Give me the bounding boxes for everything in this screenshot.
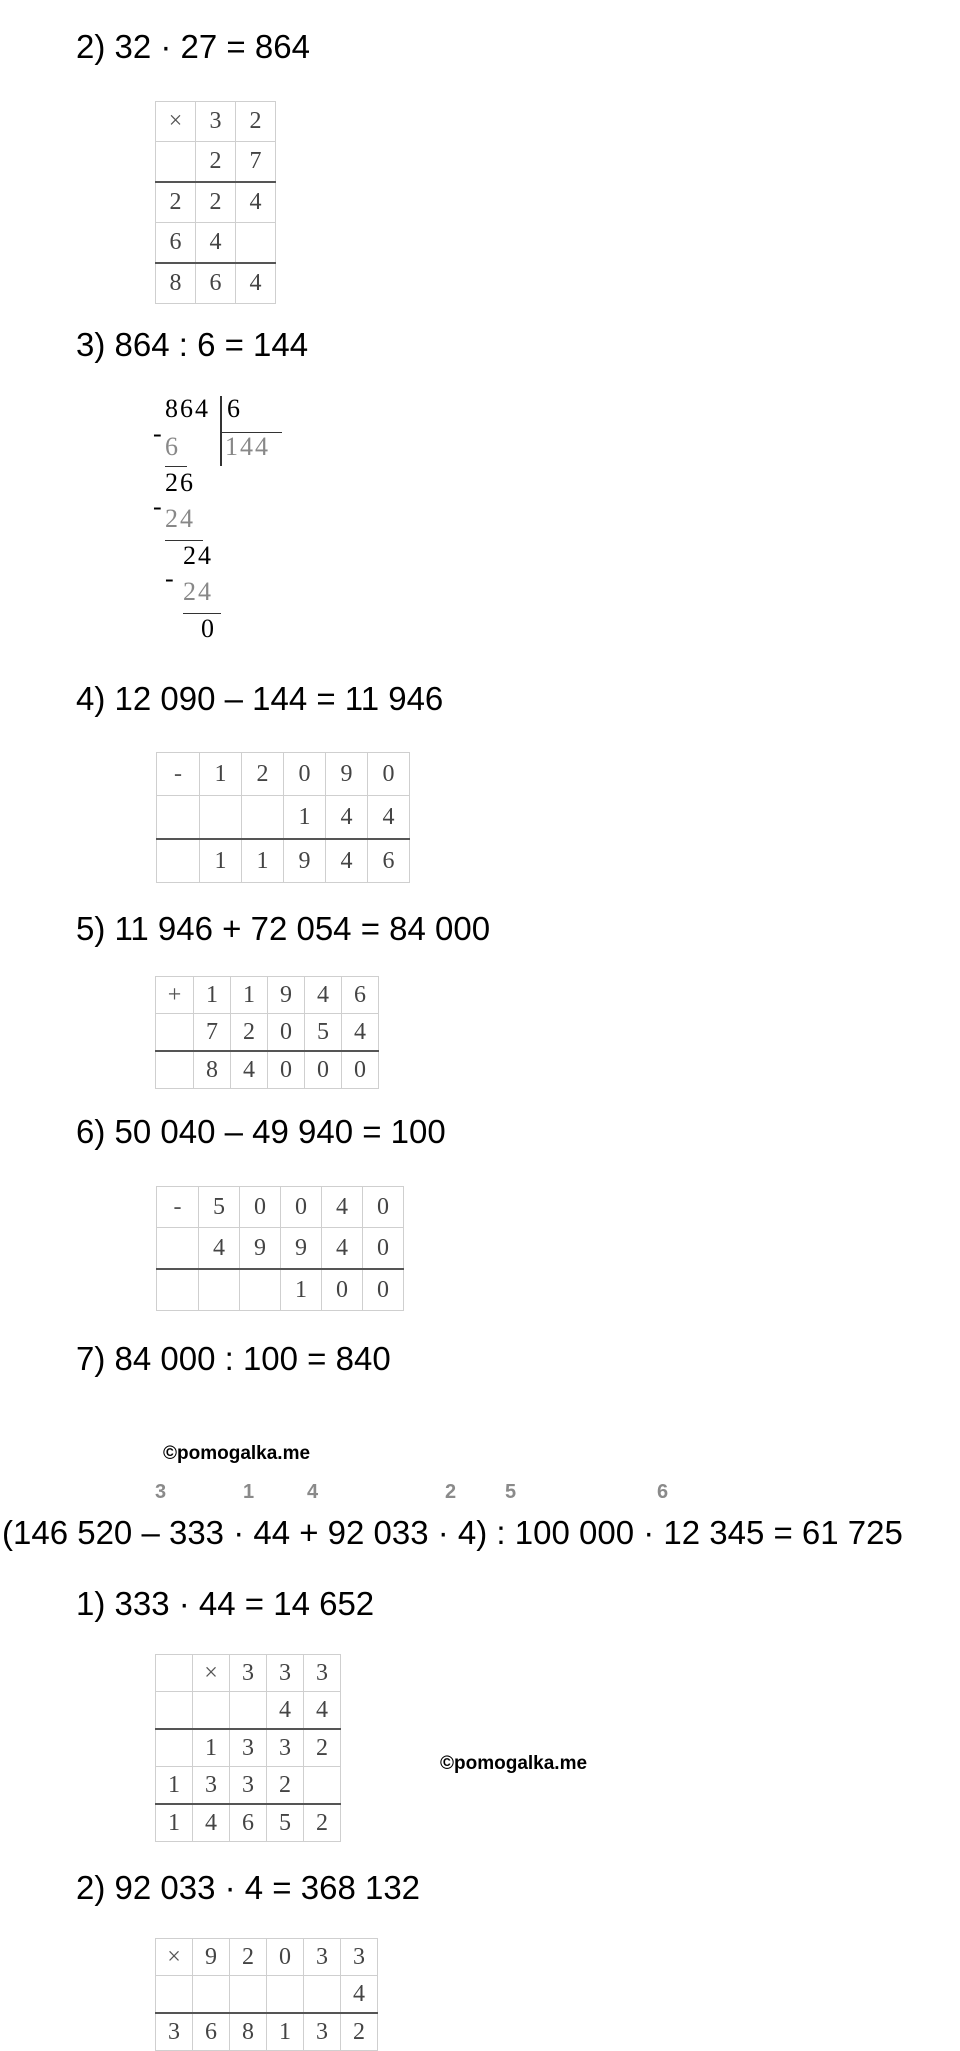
digit-cell: 3: [341, 1939, 378, 1976]
division-subtrahend-3: 24: [183, 577, 213, 606]
digit-cell: 0: [240, 1187, 281, 1228]
digit-cell: 0: [363, 1228, 404, 1270]
digit-cell: 1: [231, 977, 268, 1014]
digit-cell: [157, 1269, 199, 1311]
digit-cell: 0: [322, 1269, 363, 1311]
operator-cell: -: [157, 1187, 199, 1228]
division-remainder: 0: [201, 614, 216, 643]
minus-sign: -: [153, 419, 164, 448]
digit-cell: 3: [267, 1729, 304, 1767]
step-heading-8: 1) 333 · 44 = 14 652: [76, 1585, 375, 1622]
minus-sign: -: [165, 564, 176, 593]
digit-cell: 4: [236, 263, 276, 304]
digit-cell: 7: [194, 1014, 231, 1052]
digit-cell: 3: [230, 1729, 267, 1767]
division-subtrahend-1: 6: [165, 432, 180, 461]
digit-cell: 3: [193, 1767, 230, 1805]
digit-cell: 2: [341, 2013, 378, 2051]
digit-cell: 1: [284, 796, 326, 840]
digit-cell: [157, 796, 200, 840]
digit-cell: [242, 796, 284, 840]
digit-cell: 2: [230, 1939, 267, 1976]
digit-cell: [200, 796, 242, 840]
order-number: 5: [505, 1481, 517, 1503]
digit-cell: 0: [305, 1051, 342, 1089]
digit-cell: 0: [281, 1187, 322, 1228]
order-number: 4: [307, 1481, 319, 1503]
digit-cell: 1: [242, 839, 284, 883]
digit-cell: 6: [368, 839, 410, 883]
digit-cell: 9: [284, 839, 326, 883]
division-quotient: 144: [225, 432, 270, 461]
digit-cell: 2: [304, 1729, 341, 1767]
order-number: 6: [657, 1481, 669, 1503]
digit-cell: 3: [304, 2013, 341, 2051]
digit-cell: 8: [194, 1051, 231, 1089]
step-heading-6: 6) 50 040 – 49 940 = 100: [76, 1113, 446, 1150]
step-heading-9: 2) 92 033 · 4 = 368 132: [76, 1869, 421, 1906]
digit-cell: [156, 1692, 193, 1730]
digit-cell: 3: [304, 1655, 341, 1692]
digit-cell: 2: [304, 1804, 341, 1842]
step-heading-5: 5) 11 946 + 72 054 = 84 000: [76, 910, 491, 947]
subtraction-table: [156, 1186, 404, 1311]
digit-cell: 2: [242, 753, 284, 796]
operator-cell: -: [157, 753, 200, 796]
division-rule: [165, 466, 187, 467]
digit-cell: 1: [193, 1729, 230, 1767]
digit-cell: 1: [200, 839, 242, 883]
digit-cell: [304, 1767, 341, 1805]
digit-cell: [156, 1729, 193, 1767]
digit-cell: 6: [193, 2013, 230, 2051]
digit-cell: 3: [196, 102, 236, 142]
digit-cell: 4: [326, 796, 368, 840]
digit-cell: 0: [363, 1269, 404, 1311]
digit-cell: 4: [236, 182, 276, 223]
digit-cell: [230, 1976, 267, 2014]
multiplication-table: [155, 1654, 341, 1842]
minus-sign: -: [153, 492, 164, 521]
division-dividend: 864: [165, 394, 210, 423]
digit-cell: [267, 1976, 304, 2014]
step-heading-3: 3) 864 : 6 = 144: [76, 326, 309, 363]
digit-cell: [157, 839, 200, 883]
step-heading-2: 2) 32 · 27 = 864: [76, 28, 310, 65]
digit-cell: 1: [267, 2013, 304, 2051]
digit-cell: [193, 1976, 230, 2014]
operator-cell: +: [156, 977, 194, 1014]
watermark: ©pomogalka.me: [163, 1443, 311, 1464]
digit-cell: [304, 1976, 341, 2014]
digit-cell: 0: [284, 753, 326, 796]
digit-cell: 3: [267, 1655, 304, 1692]
digit-cell: 4: [193, 1804, 230, 1842]
digit-cell: 9: [240, 1228, 281, 1270]
digit-cell: 7: [236, 142, 276, 183]
digit-cell: 1: [200, 753, 242, 796]
digit-cell: 4: [304, 1692, 341, 1730]
digit-cell: 6: [196, 263, 236, 304]
digit-cell: 4: [322, 1187, 363, 1228]
multiplication-table: [155, 1938, 378, 2051]
digit-cell: [156, 1655, 193, 1692]
digit-cell: [193, 1692, 230, 1730]
digit-cell: 4: [342, 1014, 379, 1052]
digit-cell: 6: [342, 977, 379, 1014]
operator-cell: ×: [193, 1655, 230, 1692]
digit-cell: 4: [199, 1228, 240, 1270]
digit-cell: [236, 223, 276, 264]
digit-cell: 0: [268, 1051, 305, 1089]
digit-cell: [157, 1228, 199, 1270]
digit-cell: [240, 1269, 281, 1311]
digit-cell: 6: [230, 1804, 267, 1842]
order-number: 3: [155, 1481, 167, 1503]
digit-cell: 9: [281, 1228, 322, 1270]
operator-cell: ×: [156, 102, 196, 142]
division-remainder-2: 24: [183, 541, 213, 570]
digit-cell: [156, 1051, 194, 1089]
digit-cell: 0: [268, 1014, 305, 1052]
digit-cell: [156, 1014, 194, 1052]
division-subtrahend-2: 24: [165, 504, 195, 533]
digit-cell: 9: [326, 753, 368, 796]
digit-cell: 4: [196, 223, 236, 264]
division-divider: [220, 396, 222, 466]
digit-cell: 4: [231, 1051, 268, 1089]
digit-cell: 1: [156, 1767, 193, 1805]
digit-cell: 9: [268, 977, 305, 1014]
digit-cell: 2: [231, 1014, 268, 1052]
digit-cell: 4: [341, 1976, 378, 2014]
digit-cell: 4: [368, 796, 410, 840]
digit-cell: [156, 142, 196, 183]
digit-cell: 8: [230, 2013, 267, 2051]
digit-cell: 3: [304, 1939, 341, 1976]
digit-cell: 1: [281, 1269, 322, 1311]
operator-cell: ×: [156, 1939, 193, 1976]
subtraction-table: [156, 752, 410, 883]
multiplication-table: [155, 101, 276, 304]
digit-cell: 2: [236, 102, 276, 142]
digit-cell: 0: [363, 1187, 404, 1228]
digit-cell: 6: [156, 223, 196, 264]
digit-cell: 4: [322, 1228, 363, 1270]
digit-cell: 2: [196, 182, 236, 223]
digit-cell: 3: [156, 2013, 193, 2051]
digit-cell: [230, 1692, 267, 1730]
digit-cell: 2: [196, 142, 236, 183]
digit-cell: 0: [368, 753, 410, 796]
digit-cell: [156, 1976, 193, 2014]
order-number: 2: [445, 1481, 457, 1503]
order-number: 1: [243, 1481, 255, 1503]
digit-cell: 5: [305, 1014, 342, 1052]
addition-table: [155, 976, 379, 1089]
digit-cell: 1: [156, 1804, 193, 1842]
digit-cell: 4: [267, 1692, 304, 1730]
digit-cell: 8: [156, 263, 196, 304]
step-heading-7: 7) 84 000 : 100 = 840: [76, 1340, 391, 1377]
digit-cell: 1: [194, 977, 231, 1014]
watermark: ©pomogalka.me: [440, 1753, 588, 1774]
digit-cell: 5: [267, 1804, 304, 1842]
digit-cell: 0: [342, 1051, 379, 1089]
digit-cell: [199, 1269, 240, 1311]
digit-cell: 4: [305, 977, 342, 1014]
step-heading-4: 4) 12 090 – 144 = 11 946: [76, 680, 444, 717]
digit-cell: 3: [230, 1655, 267, 1692]
digit-cell: 4: [326, 839, 368, 883]
digit-cell: 2: [156, 182, 196, 223]
digit-cell: 0: [267, 1939, 304, 1976]
digit-cell: 9: [193, 1939, 230, 1976]
expression: (146 520 – 333 · 44 + 92 033 · 4) : 100 000 · 12 345 = 61 725: [2, 1514, 903, 1551]
digit-cell: 3: [230, 1767, 267, 1805]
digit-cell: 2: [267, 1767, 304, 1805]
division-divisor: 6: [227, 394, 242, 423]
long-division: [150, 392, 290, 652]
digit-cell: 5: [199, 1187, 240, 1228]
division-remainder-1: 26: [165, 468, 195, 497]
